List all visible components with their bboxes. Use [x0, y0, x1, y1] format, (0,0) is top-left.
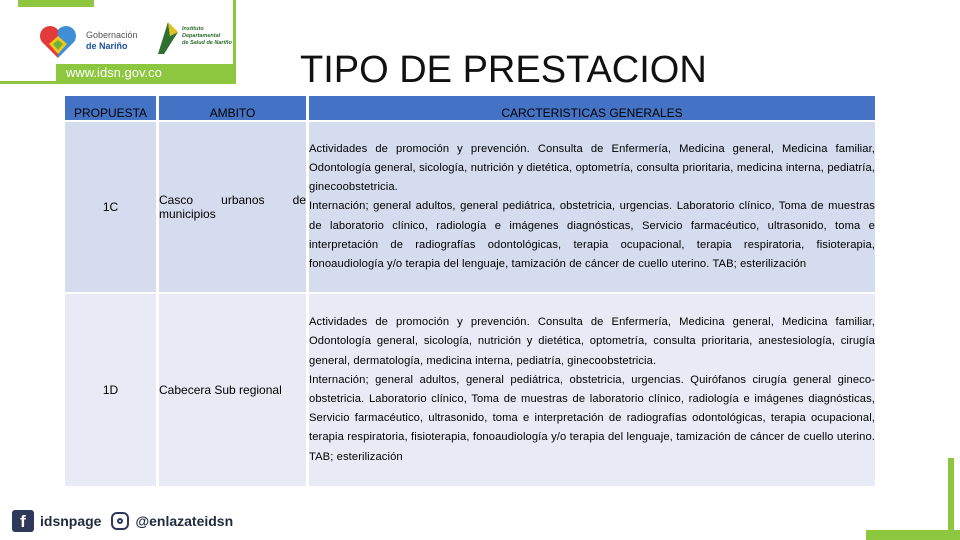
green-accent-vertical [948, 458, 954, 540]
caracteristicas-cell [309, 294, 875, 486]
green-accent-horizontal [866, 530, 960, 540]
caracteristicas-paragraph: Actividades de promoción y prevención. Consulta de Enfermería, Medicina general, Medicina familiar, Odontología general, sicología, nutrición y dietética, optometría, consulta prioritaria, medicina interna, pediatría, ginecoobstetricia. [309, 142, 875, 194]
facebook-icon[interactable]: f [12, 510, 34, 532]
ambito-cell [159, 294, 306, 486]
prestacion-table [62, 94, 878, 488]
ambito-cell [159, 122, 306, 292]
page-title: TIPO DE PRESTACION [300, 49, 707, 92]
gobernacion-logo-text [86, 30, 138, 52]
logo-badge [0, 0, 236, 84]
ambito-line: municipios [159, 207, 216, 221]
inst-line-3: de Salud de Nariño [182, 40, 232, 46]
gob-line-1: Gobernación [86, 30, 138, 40]
caracteristicas-paragraph: Actividades de promoción y prevención. Consulta de Enfermería, Medicina general, Medicina familiar, Odontología general, sicología, nutrición y dietética, optometría, consulta prioritaria, anestesiología, cirugía general, dermatología, medicina interna, pediatría, ginecoobstetricia. [309, 316, 875, 367]
table-row [65, 294, 875, 486]
heart-logo-icon [38, 24, 78, 60]
logo-top-bar [18, 0, 94, 7]
header-ambito: AMBITO [159, 96, 306, 120]
inst-line-2: Departamental [182, 33, 221, 39]
institute-logo-text [182, 26, 232, 47]
inst-line-1: Instituto [182, 26, 204, 32]
table-row [65, 122, 875, 292]
propuesta-cell: 1C [65, 122, 156, 292]
caracteristicas-paragraph: Internación; general adultos, general pediátrica, obstetricia, urgencias. Quirófanos cirugía general gineco-obstetricia. Laboratorio clínico, Toma de muestras de laboratorio clínico, radiología e imágenes diagnósticas, Servicio farmacéutico, ultrasonido, toma e interpretación de radiografías odontológicas, terapia ocupacional, terapia respiratoria, fisioterapia, fonoaudiología y/o terapia del lenguaje, tamización de cáncer de cuello uterino. TAB; esterilización [309, 373, 875, 463]
ambito-line: Cabecera Sub regional [159, 383, 282, 397]
propuesta-cell: 1D [65, 294, 156, 486]
institute-leaf-icon [156, 20, 180, 56]
gob-line-2: de Nariño [86, 41, 128, 51]
table-header-row [65, 96, 875, 120]
caracteristicas-paragraph: Internación; general adultos, general pediátrica, obstetricia, urgencias. Laboratorio clínico, Toma de muestras de laboratorio clínico, radiología e imágenes diagnósticas, Servicio farmacéutico, ultrasonido, toma e interpretación de radiografías odontológicas, terapia ocupacional, terapia respiratoria, fisioterapia, fonoaudiología y/o terapia del lenguaje, tamización de cáncer de cuello uterino. TAB; esterilización [309, 200, 875, 270]
instagram-icon[interactable] [111, 512, 129, 530]
header-propuesta: PROPUESTA [65, 96, 156, 120]
caracteristicas-cell [309, 122, 875, 292]
social-links [12, 509, 233, 533]
header-caracteristicas: CARCTERISTICAS GENERALES [309, 96, 875, 120]
facebook-handle[interactable]: idsnpage [40, 513, 102, 529]
instagram-handle[interactable]: @enlazateidsn [135, 513, 234, 529]
website-url[interactable]: www.idsn.gov.co [56, 64, 234, 82]
ambito-line: Casco urbanos de [159, 193, 306, 207]
